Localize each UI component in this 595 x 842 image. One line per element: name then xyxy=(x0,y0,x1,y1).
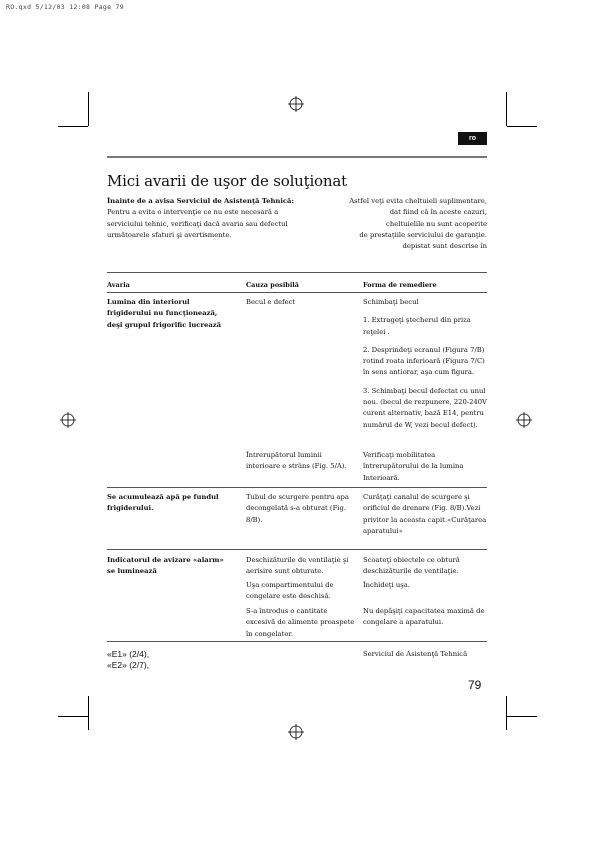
row1-fault: Lumina din interiorul frigiderului nu funcţionează, deşi grupul frigorific lucrează xyxy=(107,298,221,329)
file-header: RO.qxd 5/12/03 12:08 Page 79 xyxy=(6,3,124,11)
row2-fault: Se acumulează apă pe fundul frigiderului. xyxy=(107,493,219,513)
page-title: Mici avarii de uşor de soluţionat xyxy=(107,172,347,190)
row3-remedy3: Nu depăşiţi capacitatea maximă de congelare a aparatului. xyxy=(363,607,485,627)
title-rule xyxy=(107,156,487,158)
row2-remedy: Curăţaţi canalul de scurgere şi orificiul de drenare (Fig. 8/B).Vezi privitor la aceasta capit.«Curăţarea aparatului» xyxy=(363,493,487,535)
crop-mark-right-top-h xyxy=(507,126,537,127)
row1-remedy1-step2: 2. Desprindeţi ecranul (Figura 7/B) rotind roata inferioară (Figura 7/C) în sens antiorar, aşa cum figura. xyxy=(363,345,485,377)
row3-cause3: S-a întrodus o cantitate excesivă de alimente proaspete în congelator. xyxy=(246,607,355,638)
row3-remedy1: Scoateţi obiectele ce obtură deschizăturile de ventilaţie. xyxy=(363,556,460,576)
col-header-cause: Cauza posibilă xyxy=(246,281,299,289)
intro-heading: Înainte de a avisa Serviciul de Asistenţă Tehnică: xyxy=(107,197,294,205)
error-code-e2: «E2» (2/7), xyxy=(107,660,150,670)
crop-mark-right-top xyxy=(506,92,507,126)
row3-remedy2: Închideţi uşa. xyxy=(363,581,410,589)
row1-cause2: Întrerupătorul luminii interioare e strâns (Fig. 5/A). xyxy=(246,451,347,471)
row1-remedy2: Verificaţi mobilitatea întrerupătorului de la lumina Interioară. xyxy=(363,451,464,482)
row1-cause1: Becul e defect xyxy=(246,298,296,306)
crop-mark-left-top xyxy=(88,92,89,126)
registration-mark-right xyxy=(516,412,532,428)
crop-mark-left-bottom xyxy=(88,696,89,730)
col-header-fault: Avaria xyxy=(107,281,130,289)
page-number: 79 xyxy=(468,678,482,692)
crop-mark-left-bottom-h xyxy=(58,716,88,717)
intro-left xyxy=(107,196,307,241)
registration-mark-top xyxy=(288,96,304,112)
row1-remedy1-step3: 3. Schimbaţi becul defectat cu unul nou. (becul de rezpunere, 220-240V curent alternativ, bază E14, pentru numărul de W, vezi becul defect). xyxy=(363,386,487,429)
crop-mark-left-top-h xyxy=(58,126,88,127)
table-row-rule-1 xyxy=(107,487,487,488)
crop-mark-right-bottom xyxy=(506,696,507,730)
row3-cause2: Uşa compartimentului de congelare este deschisă. xyxy=(246,581,334,601)
table-row-rule-3 xyxy=(107,641,487,642)
table-row-rule-2 xyxy=(107,549,487,550)
intro-left-text: Pentru a evita o intervenţie ce nu este necesară a serviciului tehnic, verificaţi dacă avaria sau defectul următoarele sfaturi şi avertismente. xyxy=(107,208,288,239)
intro-right-text: Astfel veţi evita cheltuieli suplimentare, dat fiind că în aceste cazuri, cheltuielile nu sunt acoperite de prestaţiile serviciului de garanţie. depistat sunt descrise în xyxy=(349,197,487,251)
col-header-remedy: Forma de remediere xyxy=(363,281,437,289)
error-codes xyxy=(107,649,149,671)
error-code-e1: «E1» (2/4), xyxy=(107,649,150,659)
language-tab: ro xyxy=(458,132,487,145)
table-header-rule xyxy=(107,292,487,293)
row2-cause: Tubul de scurgere pentru apa decongelată s-a obturat (Fig. 8/B). xyxy=(246,493,349,524)
registration-mark-left xyxy=(60,412,76,428)
row1-remedy1-line: Schimbaţi becul xyxy=(363,298,419,306)
table-top-rule xyxy=(107,272,487,273)
crop-mark-right-bottom-h xyxy=(507,716,537,717)
row3-cause1: Deschizăturile de ventilaţie şi aerisire sunt obturate. xyxy=(246,556,349,576)
row3-fault: Indicatorul de avizare «alarm» se luminează xyxy=(107,556,224,576)
row1-remedy1-step1: 1. Extrageţi ştecherul din priza reţelei . xyxy=(363,316,471,336)
error-remedy: Serviciul de Asistenţă Tehnică xyxy=(363,650,468,658)
registration-mark-bottom xyxy=(288,724,304,740)
row1-remedy1 xyxy=(363,297,487,438)
